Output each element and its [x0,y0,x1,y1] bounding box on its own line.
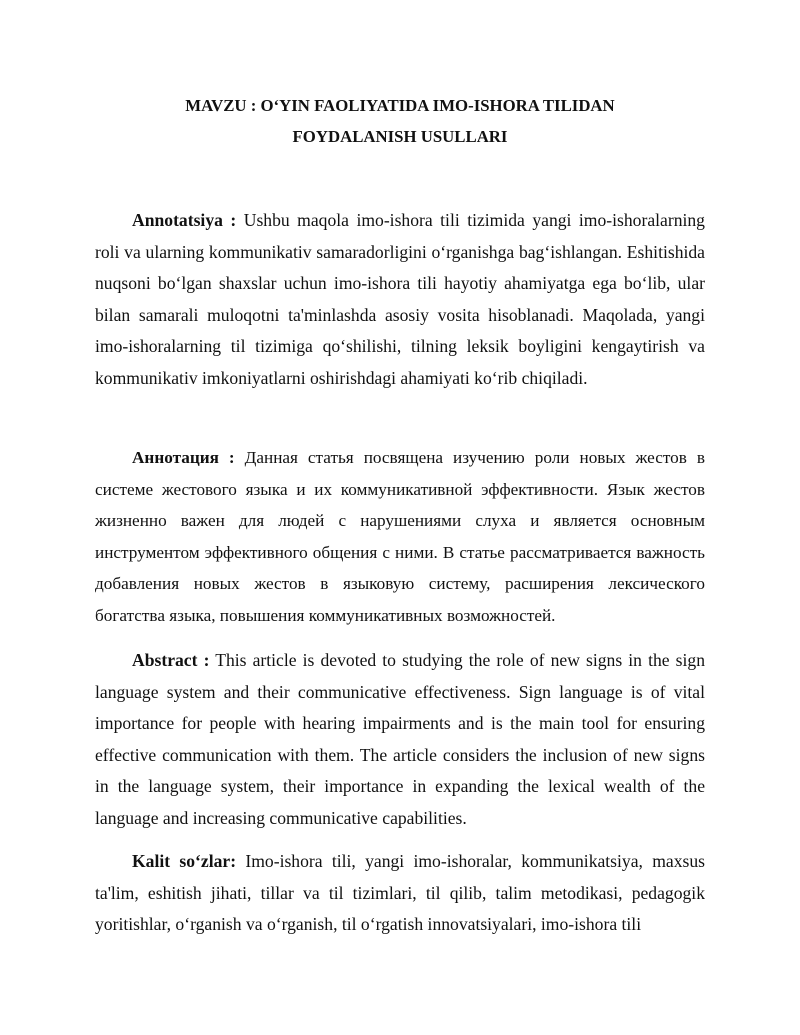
document-title [95,90,705,152]
annotation-uz-text: Ushbu maqola imo-ishora tili tizimida yangi imo-ishoralarning roli va ularning kommunikativ samaradorligini o‘rganishga bag‘ishlangan. Eshitishida nuqsoni bo‘lgan shaxslar uchun imo-ishora tili hayotiy ahamiyatga ega bo‘lib, ular bilan samarali muloqotni ta'minlashda asosiy vosita hisoblanadi. Maqolada, yangi imo-ishoralarning til tizimiga qo‘shilishi, tilning leksik boyligini kengaytirish va kommunikativ imkoniyatlarni oshirishdagi ahamiyati ko‘rib chiqiladi. [95,210,705,388]
keywords-paragraph [95,846,705,956]
title-line-1: MAVZU : O‘YIN FAOLIYATIDA IMO-ISHORA TILIDAN [185,96,615,115]
annotation-ru-text: Данная статья посвящена изучению роли новых жестов в системе жестового языка и их коммуникативной эффективности. Язык жестов жизненно важен для людей с нарушениями слуха и является основным инструментом эффективного общения с ними. В статье рассматривается важность добавления новых жестов в языковую систему, расширения лексического богатства языка, повышения коммуникативных возможностей. [95,448,705,625]
annotation-ru-paragraph [95,442,705,632]
abstract-en-text: This article is devoted to studying the role of new signs in the sign language system and their communicative effectiveness. Sign language is of vital importance for people with hearing impairments and is the main tool for ensuring effective communication with them. The article considers the inclusion of new signs in the language system, their importance in expanding the lexical wealth of the language and increasing communicative capabilities. [95,650,705,828]
annotation-ru-label: Аннотация : [132,448,235,467]
keywords-text: Imo-ishora tili, yangi imo-ishoralar, kommunikatsiya, maxsus ta'lim, eshitish jihati, tillar va til tizimlari, til qilib, talim metodikasi, pedagogik yoritishlar, o‘rganish va o‘rganish, til o‘rgatish innovatsiyalari, imo-ishora tili [95,851,705,935]
abstract-en-paragraph [95,645,705,835]
title-line-2: FOYDALANISH USULLARI [292,127,508,146]
annotation-uz-paragraph [95,205,705,395]
abstract-en-label: Abstract : [132,650,210,670]
keywords-label: Kalit so‘zlar: [132,851,237,871]
annotation-uz-label: Annotatsiya : [132,210,237,230]
